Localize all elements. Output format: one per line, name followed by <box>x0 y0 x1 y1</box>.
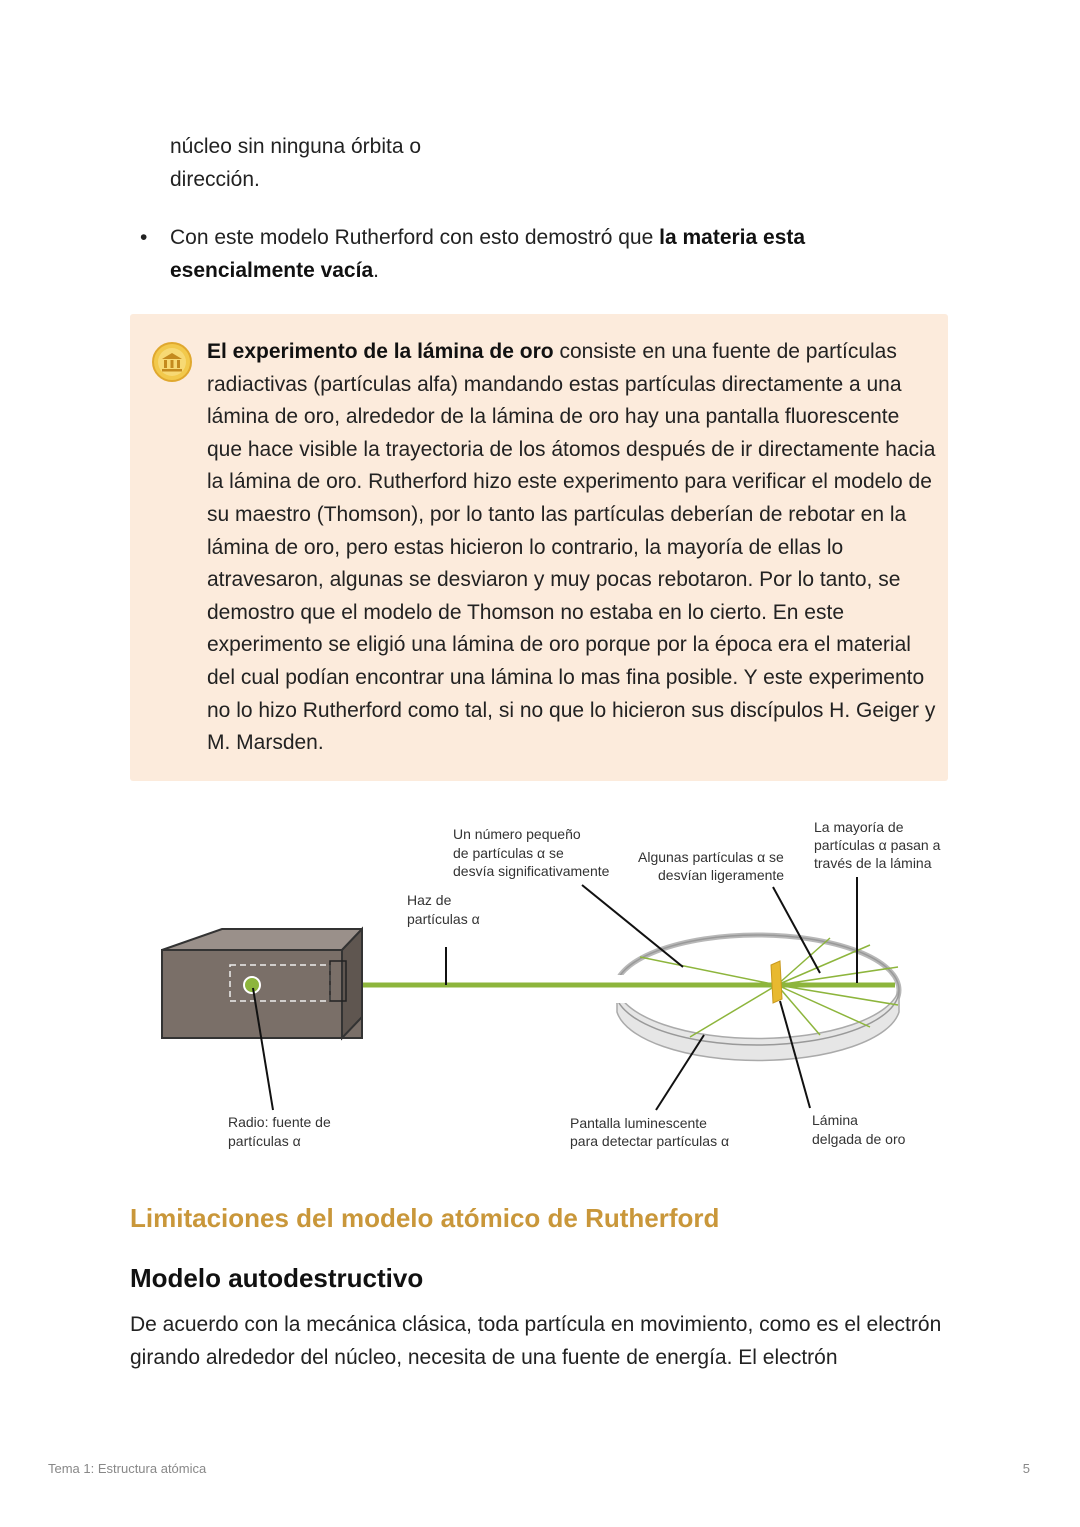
label-screen: Pantalla luminescente para detectar partículas α <box>570 1115 730 1149</box>
bank-coin-icon <box>152 342 192 382</box>
callout-body: consiste en una fuente de partículas radiactivas (partículas alfa) mandando estas partículas directamente a una lámina de oro, alrededor de la lámina de oro hay una pantalla fluorescente que hace visible la trayectoria de los átomos después de ir directamente hacia la lámina de oro. Rutherford hizo este experimento para verificar el modelo de su maestro (Thomson), por lo tanto las partículas deberían de rebotar en la lámina de oro, pero estas hicieron lo contrario, la mayoría de ellas lo atravesaron, algunas se desviaron y muy pocas rebotaron. Por lo tanto, se demostro que el modelo de Thomson no estaba en lo cierto. En este experimento se eligió una lámina de oro porque por la época era el material del cual podían encontrar una lámina lo mas fina posible. Y este experimento no lo hizo Rutherford como tal, si no que lo hicieron sus discípulos H. Geiger y M. Marsden. <box>207 340 936 755</box>
gold-foil <box>771 961 782 1003</box>
label-beam: Haz de partículas α <box>407 892 480 927</box>
subsection-heading: Modelo autodestructivo <box>130 1263 424 1293</box>
callout-bold-lead: El experimento de la lámina de oro <box>207 340 554 363</box>
section-heading: Limitaciones del modelo atómico de Rutherford <box>130 1203 720 1233</box>
bullet-icon: • <box>140 226 148 249</box>
body-paragraph: De acuerdo con la mecánica clásica, toda partícula en movimiento, como es el electrón girando alrededor del núcleo, necesita de una fuente de energía. El electrón <box>130 1313 942 1369</box>
label-source: Radio: fuente de partículas α <box>228 1114 331 1149</box>
continuation-line: dirección. <box>170 168 260 191</box>
callout-box <box>130 314 948 781</box>
rutherford-experiment-diagram <box>130 805 950 1165</box>
label-some-deflect: Algunas partículas α se desvían ligeramente <box>638 849 785 883</box>
radium-source <box>244 977 260 993</box>
label-foil: Lámina delgada de oro <box>812 1112 906 1147</box>
callout-text <box>207 336 937 760</box>
label-small-number: Un número pequeño de partículas α se desvía significativamente <box>453 826 610 879</box>
label-most-pass: La mayoría de partículas α pasan a través de la lámina <box>814 819 941 871</box>
bold-text: la materia esta esencialmente vacía <box>170 226 806 282</box>
bullet-item <box>140 221 900 287</box>
bullet-text: Con este modelo Rutherford con esto demostró que la materia esta esencialmente vacía. <box>170 226 806 282</box>
continuation-line: núcleo sin ninguna órbita o <box>170 135 422 158</box>
page-number: 5 <box>1022 1461 1030 1476</box>
continuation-text <box>170 130 870 196</box>
footer-title: Tema 1: Estructura atómica <box>48 1461 207 1476</box>
